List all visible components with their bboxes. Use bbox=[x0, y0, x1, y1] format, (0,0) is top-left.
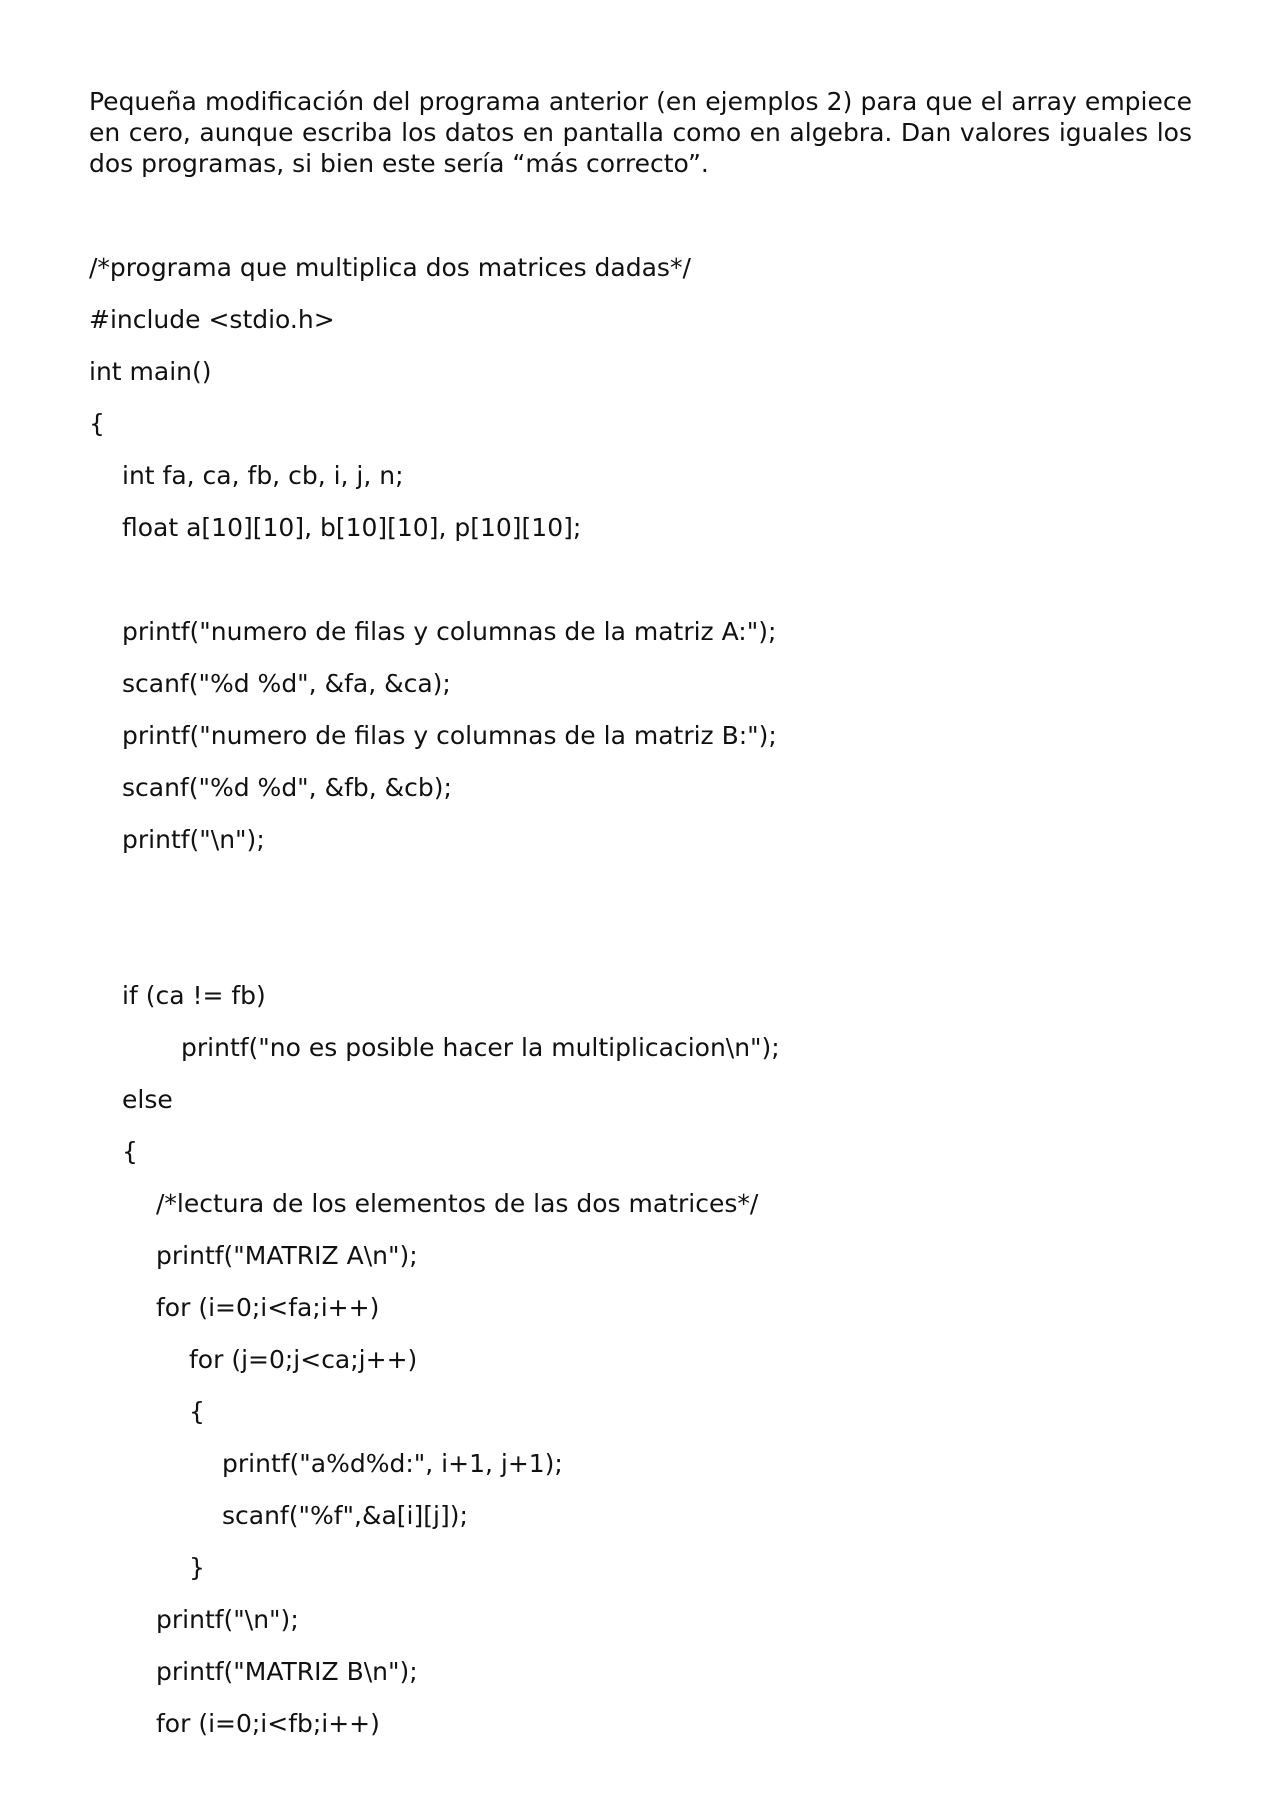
code-line: } bbox=[189, 1553, 205, 1582]
code-line: float a[10][10], b[10][10], p[10][10]; bbox=[122, 513, 582, 542]
code-line: if (ca != fb) bbox=[122, 981, 266, 1010]
code-line: for (i=0;i<fa;i++) bbox=[156, 1293, 380, 1322]
code-line: /*lectura de los elementos de las dos matrices*/ bbox=[156, 1189, 759, 1218]
code-line: for (j=0;j<ca;j++) bbox=[189, 1345, 418, 1374]
code-line bbox=[89, 926, 1189, 978]
code-line: { bbox=[89, 409, 105, 438]
code-line bbox=[89, 874, 1189, 926]
code-line: printf("numero de filas y columnas de la matriz B:"); bbox=[122, 721, 777, 750]
code-line: printf("a%d%d:", i+1, j+1); bbox=[222, 1449, 563, 1478]
code-line: printf("\n"); bbox=[156, 1605, 299, 1634]
code-line: scanf("%d %d", &fa, &ca); bbox=[122, 669, 451, 698]
code-listing bbox=[89, 250, 1189, 1758]
code-line: /*programa que multiplica dos matrices dadas*/ bbox=[89, 253, 691, 282]
code-line: #include <stdio.h> bbox=[89, 305, 335, 334]
code-line: else bbox=[122, 1085, 173, 1114]
code-line: int main() bbox=[89, 357, 212, 386]
code-line: printf("MATRIZ B\n"); bbox=[156, 1657, 418, 1686]
code-line: printf("\n"); bbox=[122, 825, 265, 854]
code-line: scanf("%d %d", &fb, &cb); bbox=[122, 773, 452, 802]
intro-paragraph: Pequeña modificación del programa anterior (en ejemplos 2) para que el array empiece en cero, aunque escriba los datos en pantalla como en algebra. Dan valores iguales los dos programas, si bien este sería “más correcto”. bbox=[89, 87, 1192, 178]
code-line: { bbox=[189, 1397, 205, 1426]
code-line: { bbox=[122, 1137, 138, 1166]
code-line: printf("MATRIZ A\n"); bbox=[156, 1241, 418, 1270]
code-line: scanf("%f",&a[i][j]); bbox=[222, 1501, 468, 1530]
code-line bbox=[89, 562, 1189, 614]
code-line: int fa, ca, fb, cb, i, j, n; bbox=[122, 461, 404, 490]
code-line: printf("numero de filas y columnas de la matriz A:"); bbox=[122, 617, 777, 646]
code-line: for (i=0;i<fb;i++) bbox=[156, 1709, 380, 1738]
code-line: printf("no es posible hacer la multiplicacion\n"); bbox=[181, 1033, 780, 1062]
